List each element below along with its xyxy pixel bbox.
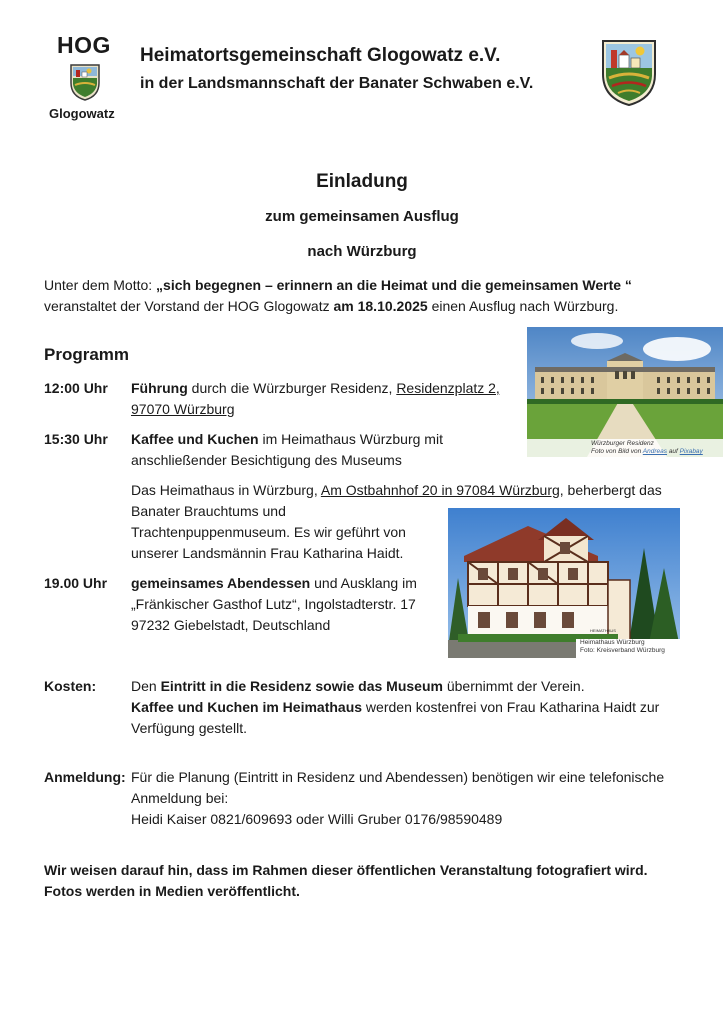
kosten-label: Kosten:: [44, 678, 97, 694]
residenz-zip-link[interactable]: 97070 Würzburg: [131, 401, 235, 417]
intro-motto-line: Unter dem Motto: „sich begegnen – erinnern an die Heimat und die gemeinsamen Werte “: [44, 277, 632, 293]
residenz-photo: [527, 327, 723, 457]
intro-date-line: veranstaltet der Vorstand der HOG Glogowatz am 18.10.2025 einen Ausflug nach Würzburg.: [44, 298, 619, 314]
hog-label: HOG: [57, 32, 111, 58]
heimathaus-caption-title: Heimathaus Würzburg: [580, 639, 645, 646]
photo-notice: Wir weisen darauf hin, dass im Rahmen dieser öffentlichen Veranstaltung fotografiert wird. Fotos werden in Medien veröffentlicht.: [44, 862, 648, 899]
time-item-3: 19.00 Uhr: [44, 575, 108, 591]
heimathaus-image: [448, 508, 680, 658]
time-item-1: 12:00 Uhr: [44, 380, 108, 396]
crest-large-icon: [600, 38, 658, 108]
subtitle-excursion: zum gemeinsamen Ausflug: [265, 208, 459, 225]
crest-small-icon: [69, 63, 101, 101]
heimathaus-caption-credit: Foto: Kreisverband Würzburg: [580, 647, 665, 654]
programm-heading: Programm: [44, 345, 130, 364]
heimathaus-caption: [576, 639, 680, 658]
program-item-1: Führung durch die Würzburger Residenz, Residenzplatz 2, 97070 Würzburg: [131, 380, 500, 417]
anmeldung-text: Für die Planung (Eintritt in Residenz und Abendessen) benötigen wir eine telefonische Anmeldung bei: Heidi Kaiser 0821/609693 oder Willi Gruber 0176/98590489: [131, 769, 665, 827]
motto-text: „sich begegnen – erinnern an die Heimat und die gemeinsamen Werte “: [156, 277, 632, 293]
page-title: Einladung: [316, 171, 408, 192]
residenz-caption-title: Würzburger Residenz: [591, 440, 654, 447]
org-affiliation: in der Landsmannschaft der Banater Schwaben e.V.: [140, 75, 534, 92]
heimathaus-address-link[interactable]: Am Ostbahnhof 20 in 97084 Würzburg: [320, 482, 560, 498]
author-link[interactable]: Andreas: [642, 448, 668, 455]
residenz-image: [527, 327, 723, 457]
time-item-2: 15:30 Uhr: [44, 431, 108, 447]
heimathaus-sign: HEIMATHAUS: [590, 628, 616, 633]
contact-phones: Heidi Kaiser 0821/609693 oder Willi Gruber 0176/98590489: [131, 811, 503, 827]
event-date: am 18.10.2025: [333, 298, 428, 314]
org-name: Heimatortsgemeinschaft Glogowatz e.V.: [140, 45, 501, 66]
pixabay-link[interactable]: Pixabay: [679, 448, 703, 455]
residenz-address-link[interactable]: Residenzplatz 2,: [396, 380, 500, 396]
program-item-3: gemeinsames Abendessen und Ausklang im „Fränkischer Gasthof Lutz“, Ingolstadterstr. 17 97232 Giebelstadt, Deutschland: [131, 575, 417, 633]
kosten-text: Den Eintritt in die Residenz sowie das Museum übernimmt der Verein. Kaffee und Kuchen im Heimathaus werden kostenfrei von Frau Katharina Haidt zur Verfügung gestellt.: [131, 678, 660, 736]
heimathaus-photo: [448, 508, 680, 658]
program-item-2: Kaffee und Kuchen im Heimathaus Würzburg mit anschließender Besichtigung des Museums: [131, 431, 443, 468]
anmeldung-label: Anmeldung:: [44, 769, 126, 785]
place-label: Glogowatz: [49, 106, 115, 121]
subtitle-destination: nach Würzburg: [307, 243, 417, 260]
museum-info: Das Heimathaus in Würzburg, Am Ostbahnhof 20 in 97084 Würzburg, beherbergt das Banater Brauchtums und Trachtenpuppenmuseum. Es wir geführt von unserer Landsmännin Frau Katharina Haidt.: [131, 482, 662, 561]
residenz-caption-credit: Foto von Bild von Andreas auf Pixabay: [591, 448, 703, 455]
